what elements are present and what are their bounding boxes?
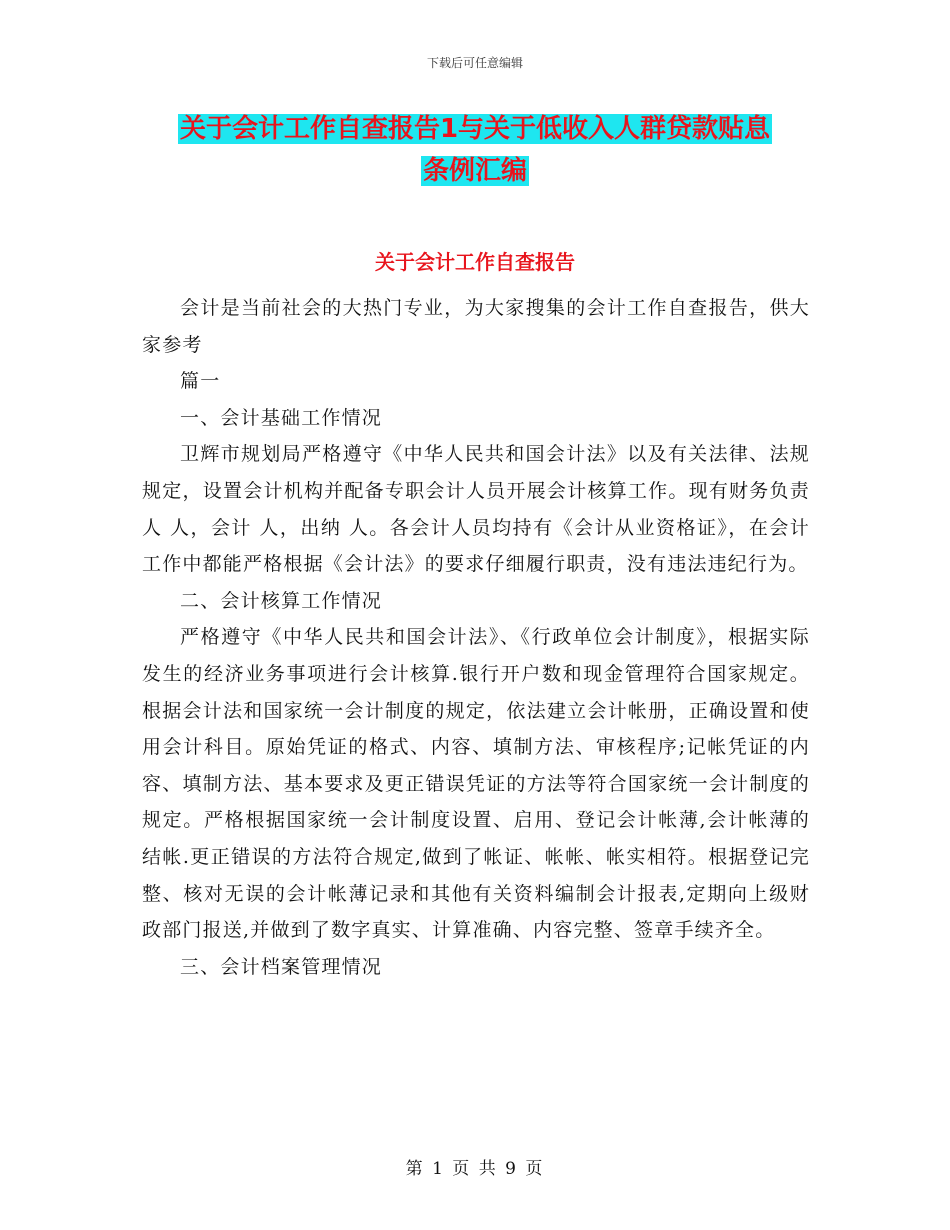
heading-basic-work: 一、会计基础工作情况 [180, 406, 383, 429]
paragraph-basic-work: 卫辉市规划局严格遵守《中华人民共和国会计法》以及有关法律、法规规定，设置会计机构并配备专职会计人员开展会计核算工作。现有财务负责人 人，会计 人，出纳 人。各会计人员均持有《会计从业资格证》，在会计工作中都能严格根据《会计法》的要求仔细履行职责，没有违法违纪行为。 [142, 443, 810, 576]
document-title-line-2: 条例汇编 [422, 156, 527, 186]
paragraph-accounting-work: 严格遵守《中华人民共和国会计法》、《行政单位会计制度》，根据实际发生的经济业务事项进行会计核算.银行开户数和现金管理符合国家规定。根据会计法和国家统一会计制度的规定，依法建立会计帐册，正确设置和使用会计科目。原始凭证的格式、内容、填制方法、审核程序;记帐凭证的内容、填制方法、基本要求及更正错误凭证的方法等符合国家统一会计制度的规定。严格根据国家统一会计制度设置、启用、登记会计帐薄,会计帐薄的结帐.更正错误的方法符合规定,做到了帐证、帐帐、帐实相符。根据登记完整、核对无误的会计帐薄记录和其他有关资料编制会计报表,定期向上级财政部门报送,并做到了数字真实、计算准确、内容完整、签章手续齐全。 [142, 626, 810, 942]
paragraph-part-label: 篇一 [180, 370, 221, 393]
section-title: 关于会计工作自查报告 [375, 250, 575, 274]
document-body [142, 290, 810, 985]
heading-archive-management: 三、会计档案管理情况 [180, 955, 383, 978]
heading-accounting-work: 二、会计核算工作情况 [180, 589, 383, 612]
paragraph-intro: 会计是当前社会的大热门专业，为大家搜集的会计工作自查报告，供大家参考 [142, 297, 810, 356]
header-note: 下载后可任意编辑 [426, 56, 523, 70]
document-title [100, 108, 850, 192]
page-footer: 第 1 页 共 9 页 [405, 1159, 545, 1179]
document-title-line-1: 关于会计工作自查报告1与关于低收入人群贷款贴息 [179, 114, 771, 144]
